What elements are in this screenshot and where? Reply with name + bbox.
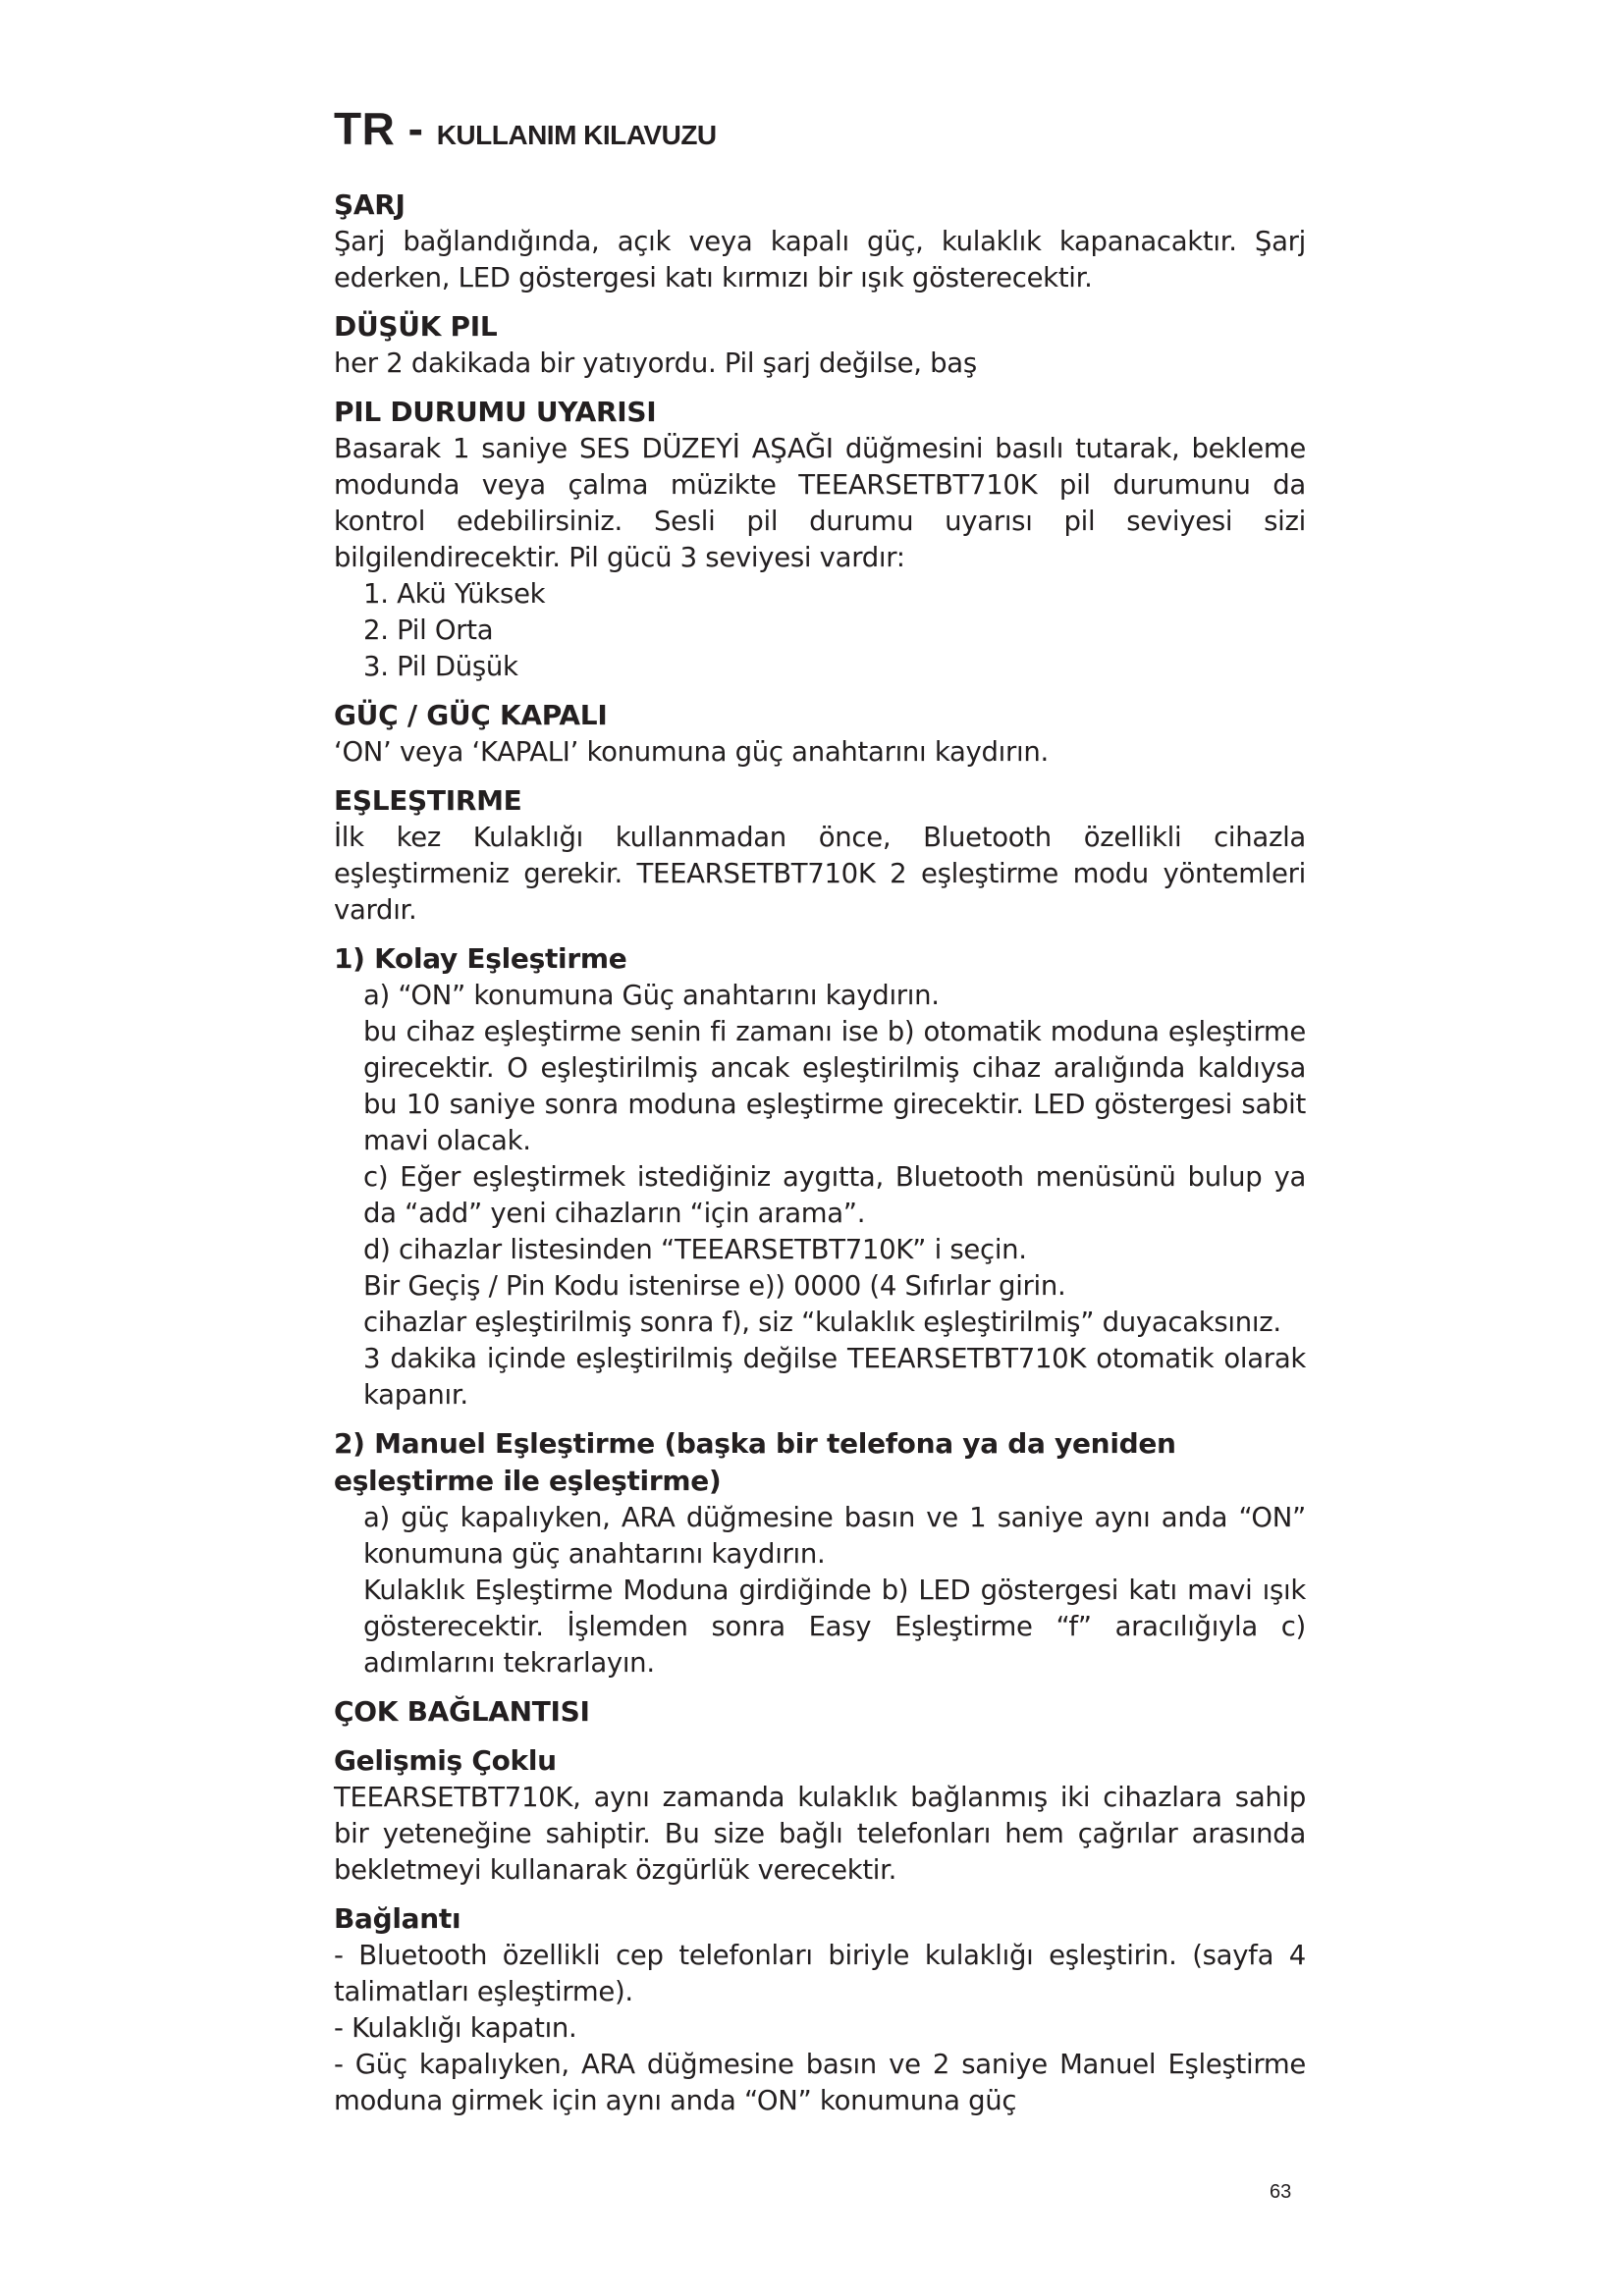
list-item: 2. Pil Orta bbox=[363, 614, 494, 646]
section-guc bbox=[334, 697, 1306, 771]
step-text: bu cihaz eşleştirme senin fi zamanı ise b) otomatik moduna eşleştirme girecektir. O eşleştirilmiş ancak eşleştirilmiş cihaz aralığında kaldıysa bu 10 saniye sonra moduna eşleştirme girecektir. LED göstergesi sabit mavi olacak. bbox=[363, 1016, 1306, 1156]
section-pil-durumu bbox=[334, 394, 1306, 685]
section-eslestirme bbox=[334, 782, 1306, 929]
step-text: a) güç kapalıyken, ARA düğmesine basın ve 1 saniye aynı anda “ON” konumuna güç anahtarını kaydırın. bbox=[363, 1502, 1306, 1570]
section-heading: Bağlantı bbox=[334, 1902, 461, 1935]
section-heading: PIL DURUMU UYARISI bbox=[334, 396, 657, 428]
step-text: - Bluetooth özellikli cep telefonları biriyle kulaklığı eşleştirin. (sayfa 4 talimatları eşleştirme). bbox=[334, 1940, 1306, 2007]
manual-page bbox=[334, 103, 1306, 2131]
section-text: TEEARSETBT710K, aynı zamanda kulaklık bağlanmış iki cihazlara sahip bir yeteneğine sahiptir. Bu size bağlı telefonları hem çağrılar arasında bekletmeyi kullanarak özgürlük verecektir. bbox=[334, 1782, 1306, 1886]
section-text: her 2 dakikada bir yatıyordu. Pil şarj değilse, baş bbox=[334, 347, 977, 379]
section-heading: 2) Manuel Eşleştirme (başka bir telefona ya da yeniden eşleştirme ile eşleştirme) bbox=[334, 1427, 1176, 1497]
document-subtitle: KULLANIM KILAVUZU bbox=[436, 120, 717, 150]
section-heading: GÜÇ / GÜÇ KAPALI bbox=[334, 699, 608, 731]
step-text: cihazlar eşleştirilmiş sonra f), siz “kulaklık eşleştirilmiş” duyacaksınız. bbox=[363, 1307, 1281, 1338]
section-text: İlk kez Kulaklığı kullanmadan önce, Bluetooth özellikli cihazla eşleştirmeniz gerekir. TEEARSETBT710K 2 eşleştirme modu yöntemleri vardır. bbox=[334, 822, 1306, 926]
section-heading: EŞLEŞTIRME bbox=[334, 784, 522, 817]
step-text: Bir Geçiş / Pin Kodu istenirse e)) 0000 (4 Sıfırlar girin. bbox=[363, 1270, 1066, 1302]
section-kolay-eslestirme bbox=[334, 940, 1306, 1414]
section-heading: DÜŞÜK PIL bbox=[334, 310, 498, 343]
document-title bbox=[334, 103, 1306, 154]
section-dusuk-pil bbox=[334, 308, 1306, 382]
section-heading: 1) Kolay Eşleştirme bbox=[334, 942, 627, 975]
step-text: c) Eğer eşleştirmek istediğiniz aygıtta, Bluetooth menüsünü bulup ya da “add” yeni cihazların “için arama”. bbox=[363, 1161, 1306, 1229]
step-text: Kulaklık Eşleştirme Moduna girdiğinde b) LED göstergesi katı mavi ışık gösterecektir. İşlemden sonra Easy Eşleştirme “f” aracılığıyla c) adımlarını tekrarlayın. bbox=[363, 1575, 1306, 1679]
section-heading: Gelişmiş Çoklu bbox=[334, 1744, 557, 1777]
section-text: Basarak 1 saniye SES DÜZEYİ AŞAĞI düğmesini basılı tutarak, bekleme modunda veya çalma müzikte TEEARSETBT710K pil durumunu da kontrol edebilirsiniz. Sesli pil durumu uyarısı pil seviyesi sizi bilgilendirecektir. Pil gücü 3 seviyesi vardır: bbox=[334, 433, 1306, 573]
list-item: 1. Akü Yüksek bbox=[363, 578, 546, 610]
step-text: d) cihazlar listesinden “TEEARSETBT710K” i seçin. bbox=[363, 1234, 1027, 1265]
section-manuel-eslestirme bbox=[334, 1425, 1306, 1682]
step-list bbox=[363, 1500, 1306, 1682]
language-code: TR - bbox=[334, 103, 424, 154]
step-list bbox=[363, 978, 1306, 1414]
section-text: ‘ON’ veya ‘KAPALI’ konumuna güç anahtarını kaydırın. bbox=[334, 736, 1049, 768]
step-text: - Kulaklığı kapatın. bbox=[334, 2012, 577, 2044]
battery-level-list bbox=[363, 576, 1306, 685]
step-text: a) “ON” konumuna Güç anahtarını kaydırın. bbox=[363, 980, 940, 1011]
section-cok-baglanti bbox=[334, 1693, 1306, 1731]
section-heading: ŞARJ bbox=[334, 188, 406, 221]
step-text: 3 dakika içinde eşleştirilmiş değilse TEEARSETBT710K otomatik olarak kapanır. bbox=[363, 1343, 1306, 1411]
section-heading: ÇOK BAĞLANTISI bbox=[334, 1695, 590, 1728]
list-item: 3. Pil Düşük bbox=[363, 651, 518, 682]
section-gelismis-coklu bbox=[334, 1742, 1306, 1889]
section-sarj bbox=[334, 187, 1306, 296]
section-text: Şarj bağlandığında, açık veya kapalı güç, kulaklık kapanacaktır. Şarj ederken, LED göstergesi katı kırmızı bir ışık gösterecektir. bbox=[334, 226, 1306, 294]
step-text: - Güç kapalıyken, ARA düğmesine basın ve 2 saniye Manuel Eşleştirme moduna girmek için aynı anda “ON” konumuna güç bbox=[334, 2049, 1306, 2116]
page-number: 63 bbox=[1270, 2181, 1292, 2203]
section-baglanti bbox=[334, 1900, 1306, 2119]
